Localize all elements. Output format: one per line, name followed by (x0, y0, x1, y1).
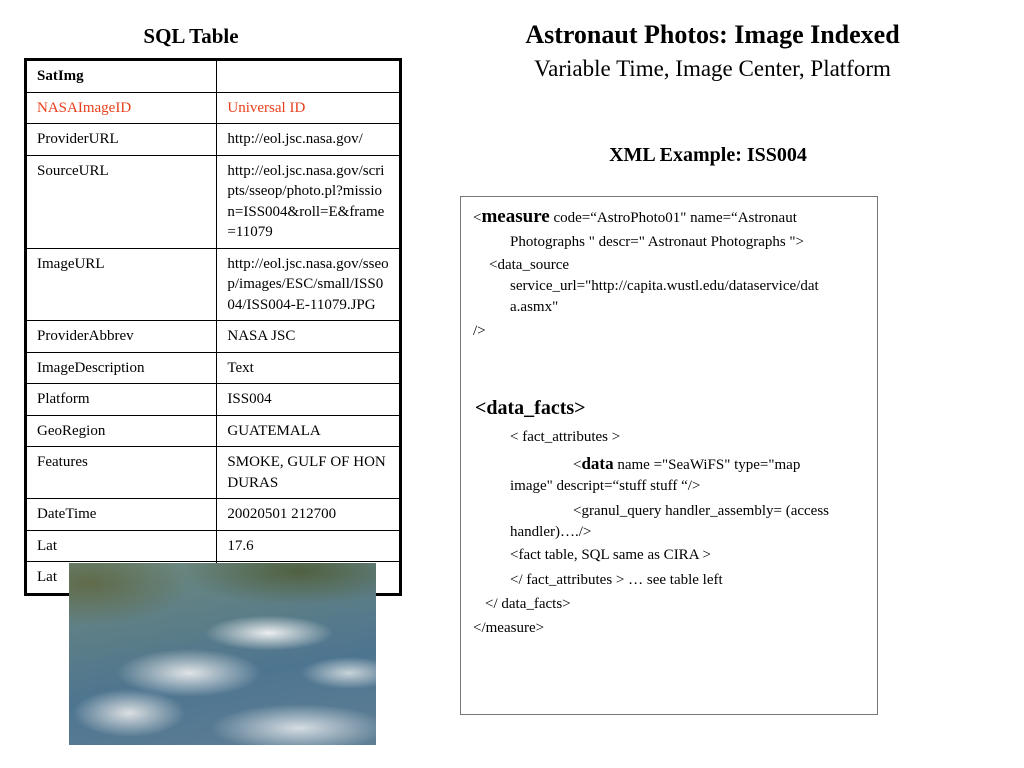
table-row (26, 248, 401, 321)
sql-table (24, 58, 402, 596)
xml-line: service_url="http://capita.wustl.edu/dataservice/dat (510, 278, 819, 294)
table-key-cell: Lat (26, 562, 217, 595)
table-key-cell: SourceURL (26, 155, 217, 248)
xml-line: </ fact_attributes > … see table left (510, 572, 723, 588)
xml-line: <data_source (489, 257, 570, 273)
table-row (26, 530, 401, 562)
xml-line: </ data_facts> (485, 596, 571, 612)
table-key-cell: Lat (26, 530, 217, 562)
table-row (26, 155, 401, 248)
table-value-cell: http://eol.jsc.nasa.gov/sseop/images/ESC/small/ISS004/ISS004-E-11079.JPG (217, 248, 401, 321)
table-value-cell: GUATEMALA (217, 415, 401, 447)
table-header-cell: SatImg (26, 60, 217, 93)
xml-line: <granul_query handler_assembly= (access (573, 503, 829, 519)
table-value-cell: http://eol.jsc.nasa.gov/scripts/sseop/photo.pl?mission=ISS004&roll=E&frame=11079 (217, 155, 401, 248)
table-value-cell: http://eol.jsc.nasa.gov/ (217, 124, 401, 156)
xml-line: Photographs " descr=" Astronaut Photographs "> (510, 234, 805, 250)
table-value-cell: 17.6 (217, 530, 401, 562)
table-row (26, 124, 401, 156)
xml-tag-measure: measure (481, 206, 550, 227)
table-key-cell: Features (26, 447, 217, 499)
table-row (26, 384, 401, 416)
table-header-cell (217, 60, 401, 93)
xml-line: </measure> (473, 620, 545, 636)
table-key-cell: DateTime (26, 499, 217, 531)
xml-line: <fact table, SQL same as CIRA > (510, 547, 711, 563)
xml-example-title: XML Example: ISS004 (609, 144, 807, 166)
table-value-cell: NASA JSC (217, 321, 401, 353)
xml-line: a.asmx" (510, 299, 559, 315)
table-value-cell: Text (217, 352, 401, 384)
page-title: Astronaut Photos: Image Indexed (525, 20, 900, 49)
table-key-cell: GeoRegion (26, 415, 217, 447)
table-key-cell: NASAImageID (26, 92, 217, 124)
xml-line-data: <data name ="SeaWiFS" type="map (573, 454, 801, 473)
table-key-cell: ImageURL (26, 248, 217, 321)
table-key-cell: Platform (26, 384, 217, 416)
xml-line: < fact_attributes > (510, 429, 621, 445)
sql-table-title: SQL Table (143, 24, 239, 48)
xml-line: /> (473, 323, 486, 339)
table-row (26, 321, 401, 353)
table-row (26, 352, 401, 384)
xml-line-measure: <measure code=“AstroPhoto01" name=“Astronaut (473, 206, 797, 227)
table-value-cell: ISS004 (217, 384, 401, 416)
table-row (26, 92, 401, 124)
xml-line: handler)…./> (510, 524, 592, 540)
page-subtitle: Variable Time, Image Center, Platform (534, 56, 891, 81)
table-key-cell: ImageDescription (26, 352, 217, 384)
xml-line: image" descript=“stuff stuff “/> (510, 478, 701, 494)
xml-tag-data: data (581, 454, 614, 473)
table-row (26, 447, 401, 499)
table-row (26, 415, 401, 447)
table-header-row (26, 60, 401, 93)
table-key-cell: ProviderAbbrev (26, 321, 217, 353)
satellite-photo (69, 563, 376, 745)
table-value-cell: SMOKE, GULF OF HONDURAS (217, 447, 401, 499)
table-value-cell: 20020501 212700 (217, 499, 401, 531)
xml-example-box (460, 196, 878, 715)
table-key-cell: ProviderURL (26, 124, 217, 156)
xml-tag-data-facts: <data_facts> (475, 397, 586, 419)
table-value-cell: Universal ID (217, 92, 401, 124)
table-row (26, 499, 401, 531)
